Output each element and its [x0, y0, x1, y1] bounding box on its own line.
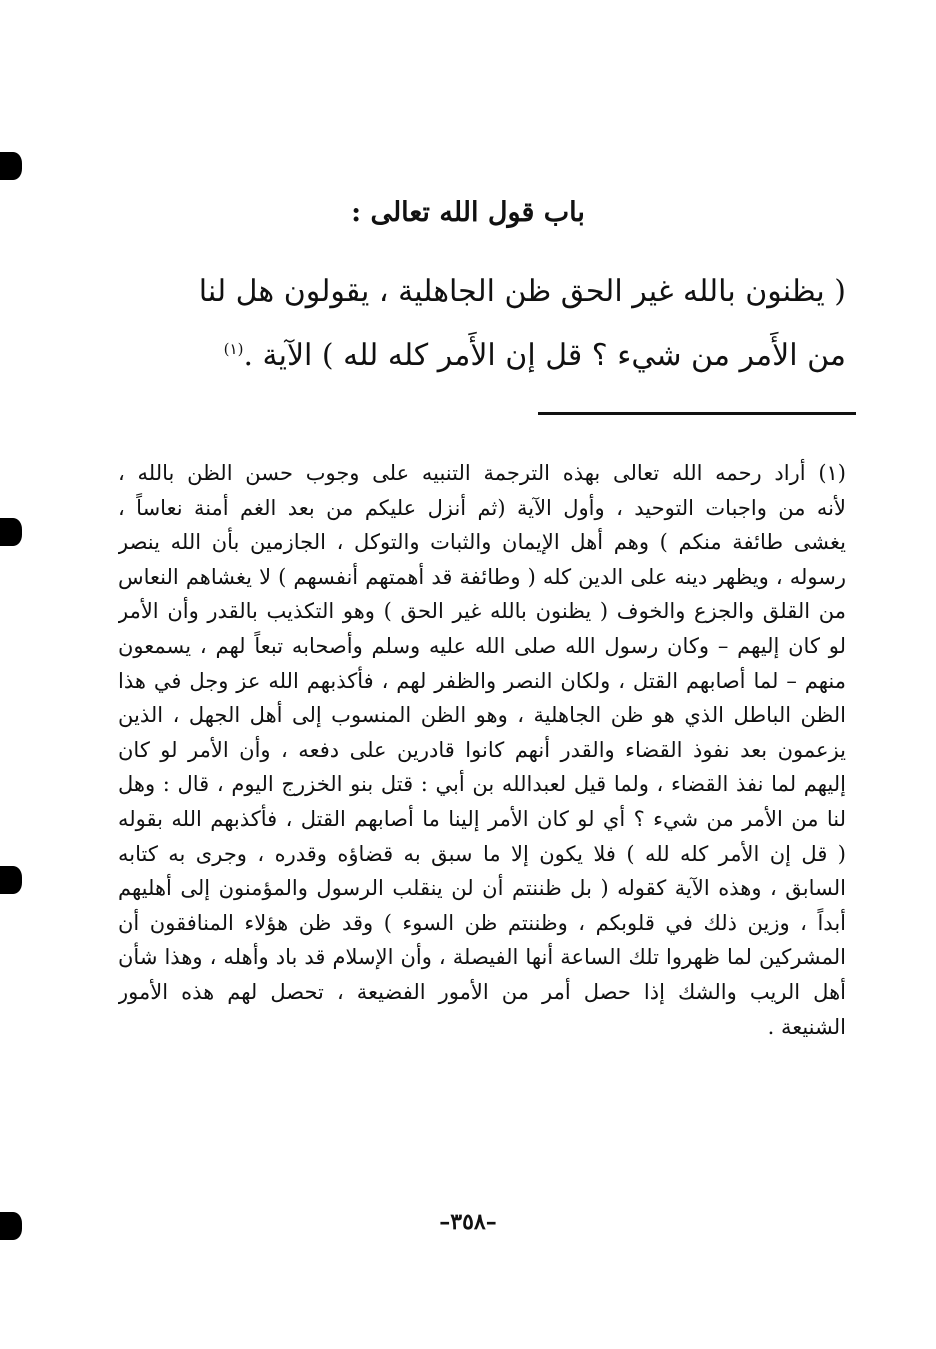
binding-mark — [0, 152, 22, 180]
verse-line-2 — [118, 324, 846, 388]
footnote-line: السابق ، وهذه الآية كقوله ( بل ظننتم أن لن ينقلب الرسول والمؤمنون إلى أهليهم — [118, 876, 846, 901]
footnote-line: الظن الباطل الذي هو ظن الجاهلية ، وهو الظن المنسوب إلى أهل الجهل ، الذين — [118, 703, 846, 728]
page-number: –٣٥٨– — [439, 1209, 497, 1235]
verse-line-1: ( يظنون بالله غير الحق ظن الجاهلية ، يقولون هل لنا — [198, 274, 846, 309]
footnote-line: الشنيعة . — [767, 1014, 846, 1039]
footnote-line: إليهم لما نفذ القضاء ، ولما قيل لعبدالله بن أبي : قتل بنو الخزرج اليوم ، قال : وهل — [118, 772, 846, 797]
footnote-line: لو كان إليهم – وكان رسول الله صلى الله عليه وسلم وأصحابه تبعاً لهم ، يسمعون — [118, 633, 846, 658]
footnote-line: يغشى طائفة منكم ) وهم أهل الإيمان والثبات والتوكل ، الجازمين بأن الله ينصر — [118, 530, 846, 555]
footnote-line: (١) أراد رحمه الله تعالى بهذه الترجمة التنبيه على وجوب حسن الظن بالله ، — [118, 461, 846, 485]
footnote-line: أبداً ، وزين ذلك في قلوبكم ، وظننتم ظن السوء ) وقد ظن هؤلاء المنافقون أن — [118, 910, 846, 935]
footnote-line: رسوله ، ويظهر دينه على الدين كله ( وطائفة قد أهمتهم أنفسهم ) لا يغشاهم النعاس — [118, 564, 846, 589]
footnote-reference: (١) — [223, 340, 244, 358]
chapter-title: باب قول الله تعالى : — [351, 197, 585, 228]
footnote-line: أهل الريب والشك إذا حصل أمر من الأمور الفضيعة ، تحصل لهم هذه الأمور — [118, 979, 846, 1004]
footnote-line: منهم – لما أصابهم القتل ، ولكان النصر والظفر لهم ، فأكذبهم الله عز وجل في هذا — [118, 668, 846, 693]
binding-mark — [0, 518, 22, 546]
footnote-line: لأنه من واجبات التوحيد ، وأول الآية (ثم أنزل عليكم من بعد الغم أمنة نعاساً ، — [118, 495, 846, 520]
footnote-divider — [538, 412, 856, 415]
footnote-line: من القلق والجزع والخوف ( يظنون بالله غير الحق ) وهو التكذيب بالقدر وأن الأمر — [118, 599, 846, 624]
quran-verse — [118, 260, 846, 388]
binding-mark — [0, 866, 22, 894]
footnote-line: ( قل إن الأمر كله لله ) فلا يكون إلا ما سبق به قضاؤه وقدره ، وجرى به كتابه — [118, 841, 846, 866]
footnote-block — [118, 456, 846, 1044]
verse-line-2-text: من الأَمر من شيء ؟ قل إن الأَمر كله لله ) الآية . — [243, 338, 846, 373]
footnote-line: يزعمون بعد نفوذ القضاء والقدر أنهم كانوا قادرين على دفعه ، وأن الأمر لو كان — [118, 737, 846, 762]
footnote-line: لنا من الأمر من شيء ؟ أي لو كان الأمر إلينا ما أصابهم القتل ، فأكذبهم الله بقوله — [118, 806, 846, 831]
footnote-line: المشركين لما ظهروا تلك الساعة أنها الفيصلة ، وأن الإسلام قد باد وأهله ، وهذا شأن — [118, 945, 846, 970]
